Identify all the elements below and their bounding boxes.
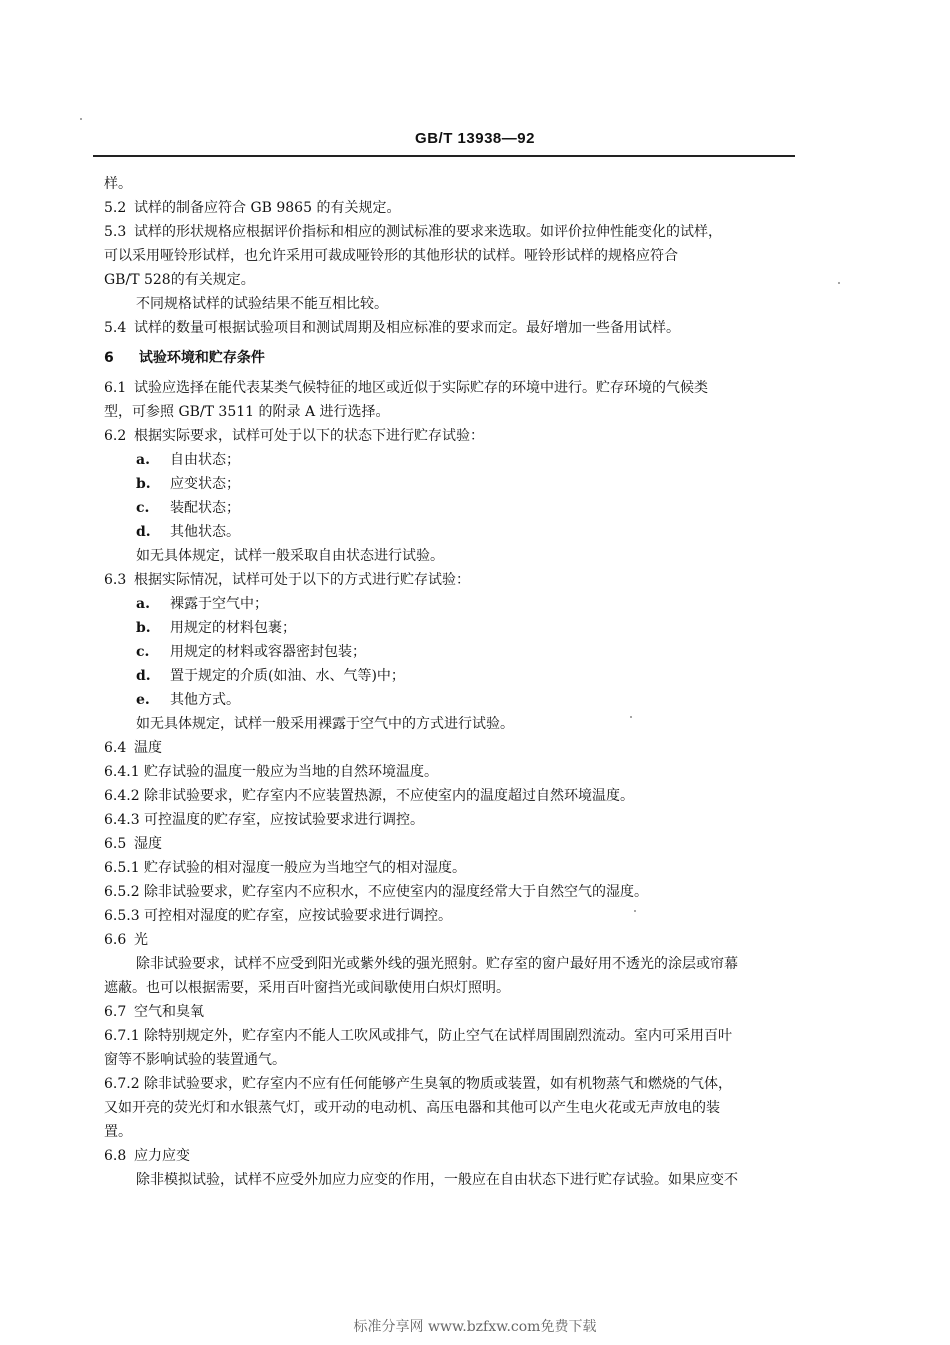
clause-text: 光 (134, 932, 148, 948)
text-line (104, 1048, 794, 1072)
clause-text: 不同规格试样的试验结果不能互相比较。 (136, 296, 388, 312)
clause-text: 除非试验要求，贮存室内不应装置热源，不应使室内的温度超过自然环境温度。 (144, 788, 634, 804)
clause-text: 除非试验要求，贮存室内不应有任何能够产生臭氧的物质或装置，如有机物蒸气和燃烧的气体， (144, 1076, 732, 1092)
text-line (104, 1000, 794, 1024)
header-rule (93, 155, 795, 157)
text-line (104, 1120, 794, 1144)
list-item (104, 616, 794, 640)
text-line (104, 1096, 794, 1120)
list-item (104, 472, 794, 496)
clause-number: 5.3 (104, 224, 127, 240)
text-line (104, 172, 794, 196)
clause-number: 6.8 (104, 1148, 127, 1164)
list-item-text: 用规定的材料或容器密封包装； (170, 644, 366, 660)
clause-number: 6.1 (104, 380, 127, 396)
list-item (104, 496, 794, 520)
scan-speck (80, 118, 82, 120)
list-item (104, 640, 794, 664)
text-line (104, 268, 794, 292)
clause-number: 6.5 (104, 836, 127, 852)
list-item-text: 裸露于空气中； (170, 596, 268, 612)
text-line (104, 976, 794, 1000)
text-line (104, 952, 794, 976)
clause-number: 6.5.3 (104, 908, 140, 924)
clause-text: GB/T 528的有关规定。 (104, 272, 255, 288)
clause-text: 型，可参照 GB/T 3511 的附录 A 进行选择。 (104, 404, 390, 420)
list-item-text: 自由状态； (170, 452, 240, 468)
text-line (104, 1144, 794, 1168)
clause-number: 5.4 (104, 320, 127, 336)
clause-text: 样。 (104, 176, 132, 192)
clause-number: 6.3 (104, 572, 127, 588)
section-number: 6 (104, 350, 114, 366)
text-line (104, 376, 794, 400)
clause-text: 遮蔽。也可以根据需要，采用百叶窗挡光或间歇使用白炽灯照明。 (104, 980, 510, 996)
text-line (104, 760, 794, 784)
clause-number: 6.7.2 (104, 1076, 140, 1092)
clause-text: 试验应选择在能代表某类气候特征的地区或近似于实际贮存的环境中进行。贮存环境的气候类 (134, 380, 708, 396)
clause-note: 如无具体规定，试样一般采取自由状态进行试验。 (136, 548, 444, 564)
clause-text: 除非试验要求，贮存室内不应积水，不应使室内的湿度经常大于自然空气的湿度。 (144, 884, 648, 900)
clause-number: 6.2 (104, 428, 127, 444)
text-line (104, 928, 794, 952)
clauses-6-4-to-6-8 (104, 736, 794, 1192)
scan-speck (630, 716, 632, 718)
clause-note: 如无具体规定，试样一般采用裸露于空气中的方式进行试验。 (136, 716, 514, 732)
text-line (104, 292, 794, 316)
text-line (104, 904, 794, 928)
text-line (104, 736, 794, 760)
list-item (104, 592, 794, 616)
list-item-text: 应变状态； (170, 476, 240, 492)
clause-text: 贮存试验的相对湿度一般应为当地空气的相对湿度。 (144, 860, 466, 876)
section-5-continued (104, 172, 794, 340)
clause-number: 6.6 (104, 932, 127, 948)
text-line (104, 196, 794, 220)
list-item-letter: a. (136, 452, 150, 468)
clause-number: 6.4 (104, 740, 127, 756)
list-item (104, 688, 794, 712)
list-item (104, 664, 794, 688)
clause-text: 除非模拟试验，试样不应受外加应力应变的作用，一般应在自由状态下进行贮存试验。如果应变不 (136, 1172, 738, 1188)
list-item-text: 其他状态。 (170, 524, 240, 540)
clause-text: 贮存试验的温度一般应为当地的自然环境温度。 (144, 764, 438, 780)
clause-number: 6.7.1 (104, 1028, 140, 1044)
text-line (104, 244, 794, 268)
clause-text: 可控相对湿度的贮存室，应按试验要求进行调控。 (144, 908, 452, 924)
clause-text: 空气和臭氧 (134, 1004, 204, 1020)
list-item-text: 置于规定的介质(如油、水、气等)中； (170, 668, 405, 684)
clause-text: 除非试验要求，试样不应受到阳光或紫外线的强光照射。贮存室的窗户最好用不透光的涂层或帘幕 (136, 956, 738, 972)
list-item-letter: b. (136, 620, 151, 636)
text-line (104, 316, 794, 340)
clause-text: 温度 (134, 740, 162, 756)
section-6-heading (104, 346, 794, 370)
clause-text: 窗等不影响试验的装置通气。 (104, 1052, 286, 1068)
standard-code-header: GB/T 13938—92 (415, 130, 535, 147)
text-line (104, 220, 794, 244)
text-line (104, 808, 794, 832)
text-line (104, 880, 794, 904)
clause-number: 6.4.3 (104, 812, 140, 828)
clause-text: 置。 (104, 1124, 132, 1140)
text-line (104, 784, 794, 808)
clause-text: 应力应变 (134, 1148, 190, 1164)
list-item-letter: d. (136, 668, 151, 684)
list-item-letter: e. (136, 692, 150, 708)
text-line (104, 1168, 794, 1192)
list-item-letter: b. (136, 476, 151, 492)
list-item-letter: d. (136, 524, 151, 540)
text-line (104, 1024, 794, 1048)
clause-text: 试样的制备应符合 GB 9865 的有关规定。 (134, 200, 401, 216)
clause-6-3 (104, 568, 794, 736)
list-item-letter: c. (136, 500, 150, 516)
clause-text: 试样的数量可根据试验项目和测试周期及相应标准的要求而定。最好增加一些备用试样。 (134, 320, 680, 336)
clause-number: 5.2 (104, 200, 127, 216)
clause-6-2 (104, 424, 794, 568)
section-title: 试验环境和贮存条件 (138, 350, 265, 366)
clause-number: 6.7 (104, 1004, 127, 1020)
list-item-text: 装配状态； (170, 500, 240, 516)
scan-speck (838, 282, 840, 284)
clause-text: 湿度 (134, 836, 162, 852)
clause-number: 6.5.1 (104, 860, 140, 876)
clause-text: 试样的形状规格应根据评价指标和相应的测试标准的要求来选取。如评价拉伸性能变化的试样， (134, 224, 722, 240)
text-line (104, 568, 794, 592)
list-item (104, 448, 794, 472)
clause-text: 又如开亮的荧光灯和水银蒸气灯，或开动的电动机、高压电器和其他可以产生电火花或无声放电的装 (104, 1100, 720, 1116)
clause-number: 6.4.1 (104, 764, 140, 780)
clause-text: 可控温度的贮存室，应按试验要求进行调控。 (144, 812, 424, 828)
text-line (104, 1072, 794, 1096)
list-item-letter: c. (136, 644, 150, 660)
clause-text: 根据实际要求，试样可处于以下的状态下进行贮存试验： (134, 428, 484, 444)
clause-text: 可以采用哑铃形试样，也允许采用可裁成哑铃形的其他形状的试样。哑铃形试样的规格应符合 (104, 248, 678, 264)
list-item-text: 用规定的材料包裹； (170, 620, 296, 636)
text-line (104, 856, 794, 880)
clause-number: 6.4.2 (104, 788, 140, 804)
text-line (104, 424, 794, 448)
clause-number: 6.5.2 (104, 884, 140, 900)
clause-6-1 (104, 376, 794, 424)
text-line (104, 832, 794, 856)
document-body (104, 172, 794, 1192)
text-line (104, 400, 794, 424)
clause-text: 除特别规定外，贮存室内不能人工吹风或排气，防止空气在试样周围剧烈流动。室内可采用百叶 (144, 1028, 732, 1044)
list-item-text: 其他方式。 (170, 692, 240, 708)
watermark-footer: 标准分享网 www.bzfxw.com免费下载 (353, 1319, 597, 1335)
scan-speck (634, 910, 636, 912)
list-item (104, 520, 794, 544)
clause-text: 根据实际情况，试样可处于以下的方式进行贮存试验： (134, 572, 470, 588)
list-item-letter: a. (136, 596, 150, 612)
